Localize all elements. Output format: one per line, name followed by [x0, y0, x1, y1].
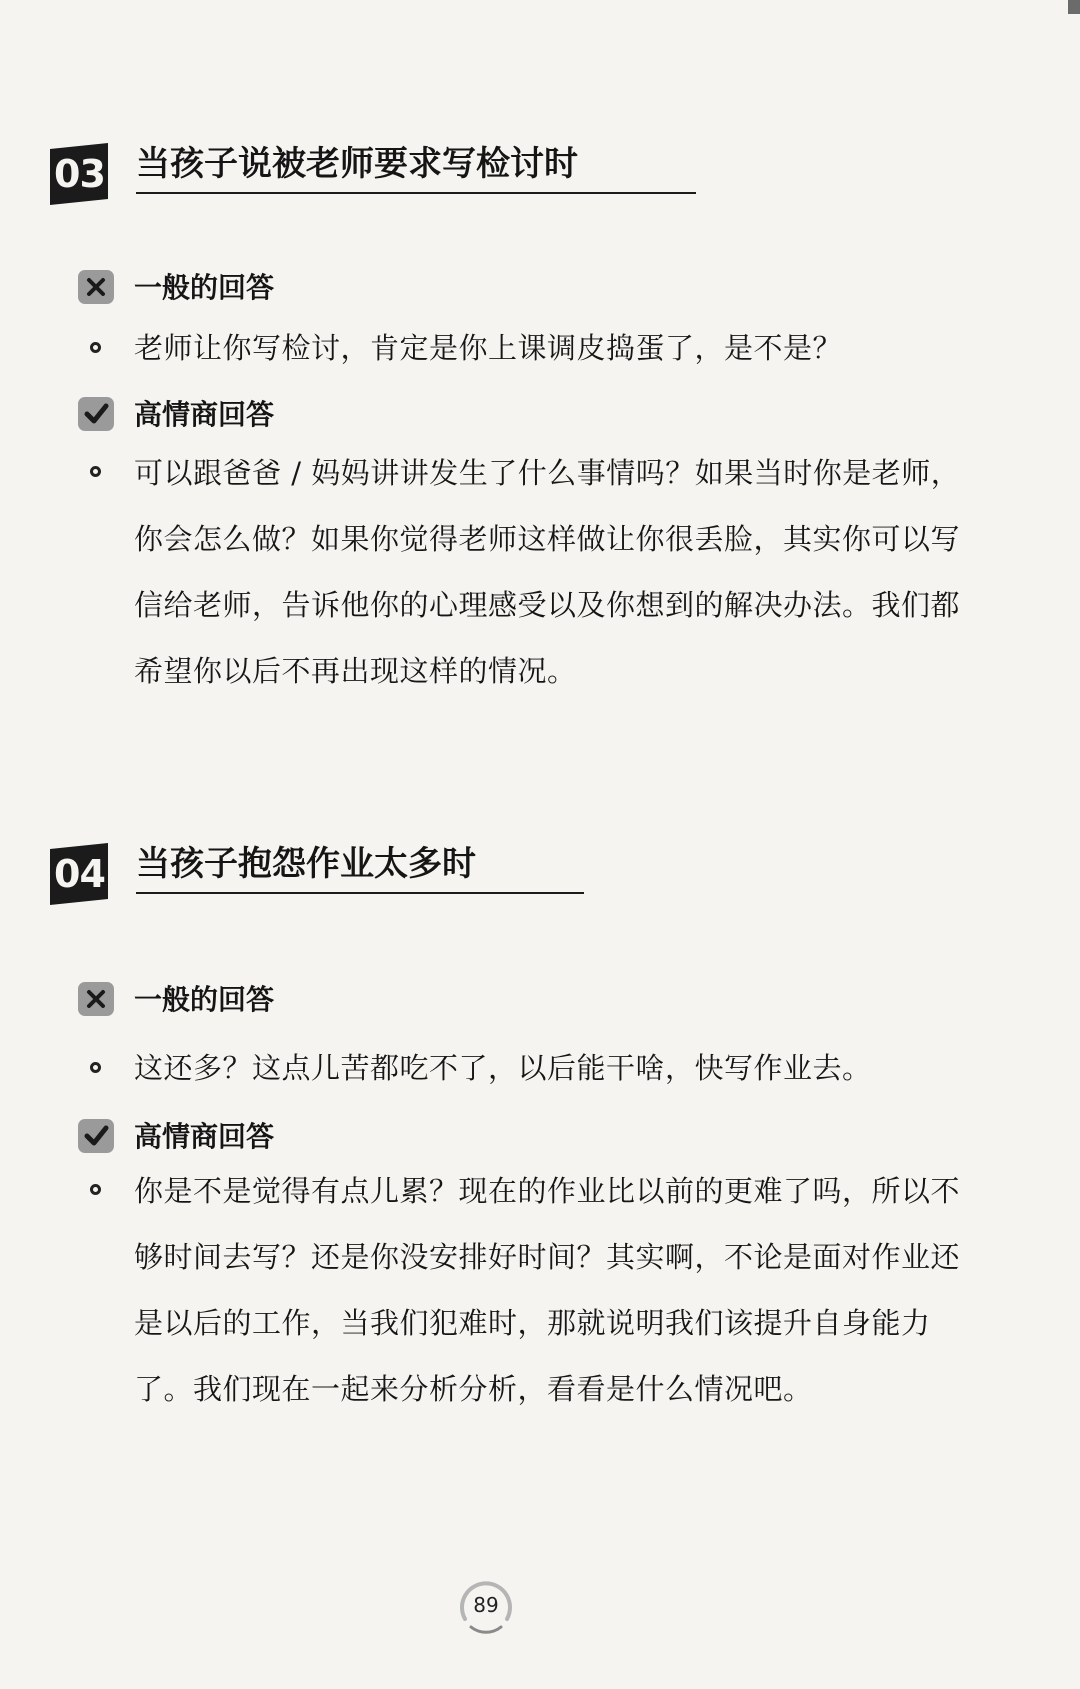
section-title: 当孩子说被老师要求写检讨时 [136, 144, 578, 184]
section-number-badge: 04 [50, 843, 108, 905]
title-underline [136, 192, 696, 194]
book-page: 03 当孩子说被老师要求写检讨时 一般的回答 老师让你写检讨，肯定是你上课调皮捣蛋了，是不是？ 高情商回答 可以跟爸爸 / 妈妈讲讲发生了什么事情吗？如果当时你是老师，你会怎么做？如果你觉得老师这样做让你很丢脸，其实你可以写信给老师，告诉他你的心理感受以及你想到的解决办法。我们都希望你以后不再出现这样的情况。 04 当孩子抱怨作业太多时 一般的回答 这还多？这点儿苦都吃不了，以后能干啥，快写作业去。 高情商回答 你是不是觉得有点儿累？现在的作业比以前的更难了吗，所以不够时间去写？还是你没安排好时间？其实啊，不论是面对作业还是以后的工作，当我们犯难时，那就说明我们该提升自身能力了。我们现在一起来分析分析，看看是什么情况吧。 89 [0, 0, 1080, 1689]
bullet-icon [90, 1062, 101, 1073]
page-edge-mark [1068, 0, 1080, 14]
bullet-icon [90, 1184, 101, 1195]
bullet-icon [90, 342, 101, 353]
title-underline [136, 892, 584, 894]
section-number-badge: 03 [50, 143, 108, 205]
cross-icon [78, 982, 114, 1016]
check-icon [78, 1119, 114, 1153]
bullet-icon [90, 466, 101, 477]
page-number: 89 [473, 1593, 499, 1617]
section-title: 当孩子抱怨作业太多时 [136, 844, 476, 884]
cross-icon [78, 270, 114, 304]
page-number-badge [455, 1575, 517, 1637]
check-icon [78, 397, 114, 431]
